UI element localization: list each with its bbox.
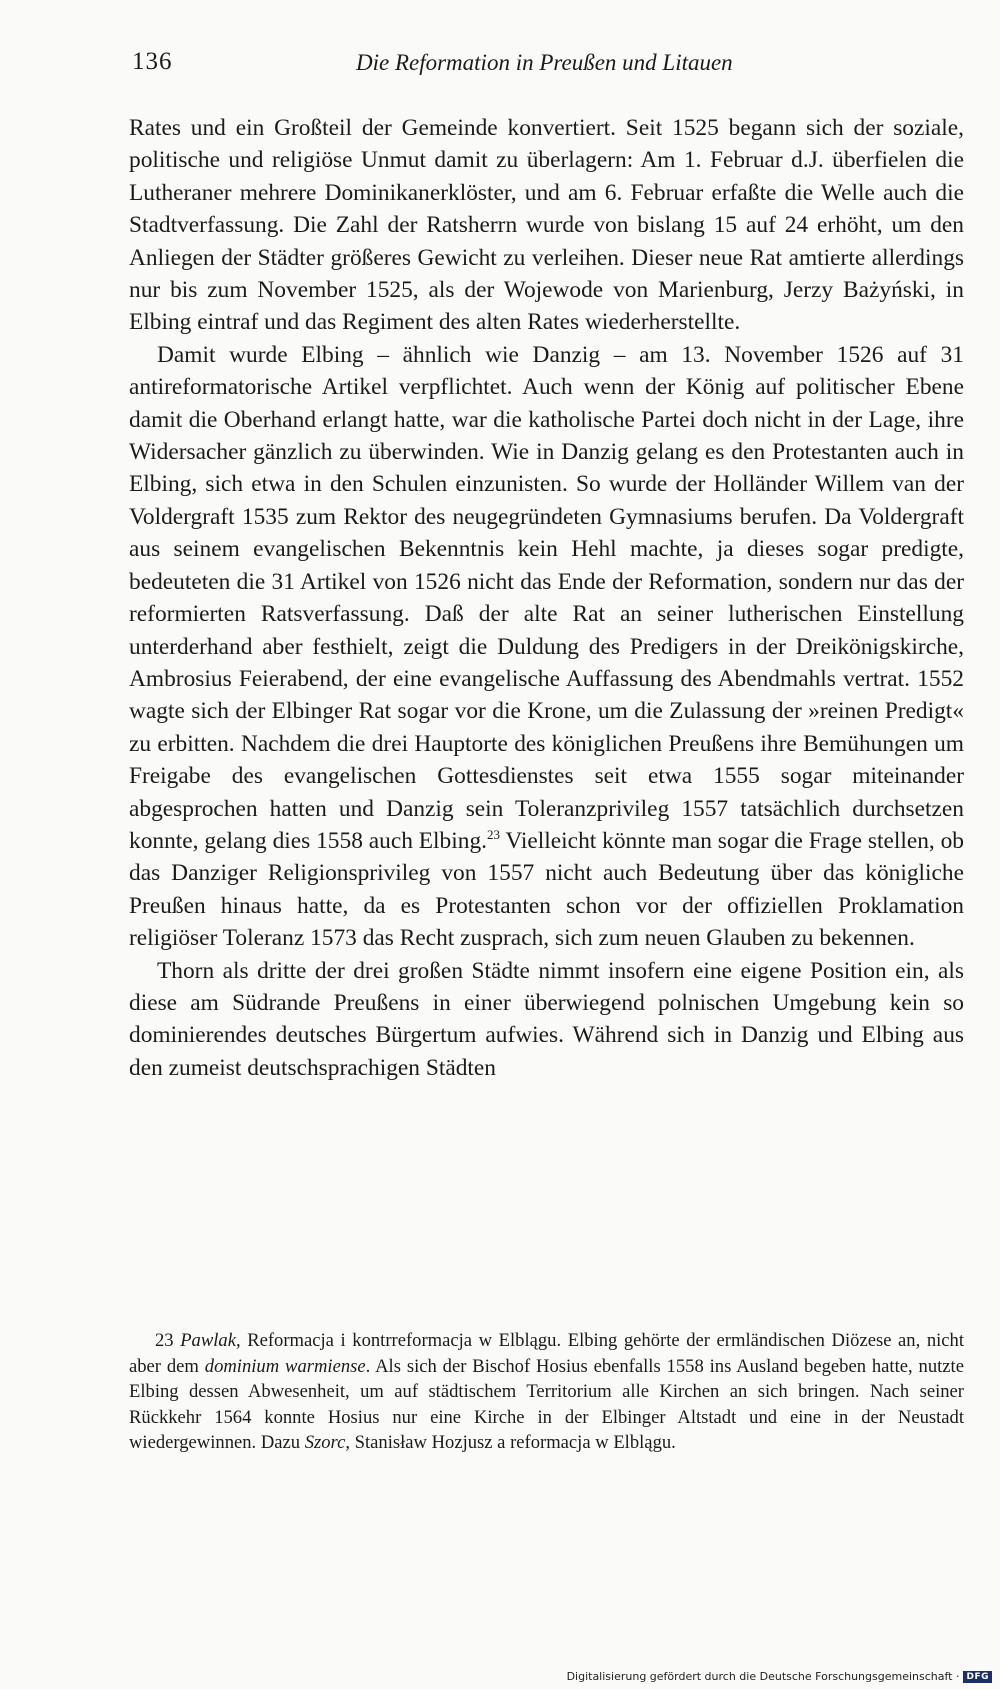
main-text (129, 112, 964, 1084)
paragraph-2 (129, 339, 964, 955)
paragraph-2-part-1: Damit wurde Elbing – ähnlich wie Danzig – am 13. November 1526 auf 31 antireformatorische Artikel verpflichtet. Auch wenn der König auf politischer Ebene damit die Oberhand erlangt hatte, war die katholische Partei doch nicht in der Lage, ihre Widersacher gänzlich zu überwinden. Wie in Danzig gelang es den Protestanten auch in Elbing, sich etwa in den Schulen einzunisten. So wurde der Holländer Willem van der Voldergraft 1535 zum Rektor des neugegründeten Gymnasiums berufen. Da Voldergraft aus seinem evangelischen Bekenntnis kein Hehl machte, ja dieses sogar predigte, bedeuteten die 31 Artikel von 1526 nicht das Ende der Reformation, sondern nur das der reformierten Ratsverfassung. Daß der alte Rat an seiner lutherischen Einstellung unterderhand aber festhielt, zeigt die Duldung des Predigers in der Dreikönigskirche, Ambrosius Feierabend, der eine evangelische Auffassung des Abendmahls vertrat. 1552 wagte sich der Elbinger Rat sogar vor die Krone, um die Zulassung der »reinen Predigt« zu erbitten. Nachdem die drei Hauptorte des königlichen Preußens ihre Bemühungen um Freigabe des evangelischen Gottesdienstes seit etwa 1555 sogar miteinander abgesprochen hatten und Danzig sein Toleranzprivileg 1557 tatsächlich durchsetzen konnte, gelang dies 1558 auch Elbing. (129, 341, 964, 854)
footnote-latin-term: dominium warmiense (204, 1355, 366, 1377)
paragraph-1: Rates und ein Großteil der Gemeinde konvertiert. Seit 1525 begann sich der soziale, politische und religiöse Unmut damit zu überlagern: Am 1. Februar d.J. überfielen die Lutheraner mehrere Dominikanerklöster, und am 6. Februar erfaßte die Welle auch die Stadtverfassung. Die Zahl der Ratsherrn wurde von bislang 15 auf 24 erhöht, um den Anliegen der Städter größeres Gewicht zu verleihen. Dieser neue Rat amtierte allerdings nur bis zum November 1525, als der Wojewode von Marienburg, Jerzy Bażyński, in Elbing eintraf und das Regiment des alten Rates wiederherstellte. (129, 115, 964, 336)
footnote-author-pawlak: Pawlak (180, 1330, 236, 1351)
page-number: 136 (132, 48, 173, 75)
footnote-23 (129, 1328, 964, 1456)
footnote-author-szorc: Szorc (304, 1432, 346, 1454)
running-title: Die Reformation in Preußen und Litauen (356, 50, 733, 75)
footnote-reference-23[interactable]: 23 (487, 827, 500, 843)
credit-text: Digitalisierung gefördert durch die Deutsche Forschungsgemeinschaft · (566, 1670, 960, 1683)
digitization-credit (567, 1670, 992, 1683)
footnotes (129, 1328, 964, 1456)
dfg-logo: DFG (963, 1671, 992, 1683)
footnote-text-3: , Stanisław Hozjusz a reformacja w Elblągu. (345, 1432, 676, 1454)
footnote-number: 23 (155, 1330, 174, 1351)
paragraph-2-part-2: Vielleicht könnte man sogar die Frage stellen, ob das Danziger Religionsprivileg von 1557 nicht auch Bedeutung über das königliche Preußen hinaus hatte, da es Protestanten schon vor der offiziellen Proklamation religiöser Toleranz 1573 das Recht zusprach, sich zum neuen Glauben zu bekennen. (129, 827, 965, 952)
page-header (132, 48, 962, 84)
paragraph-3: Thorn als dritte der drei großen Städte nimmt insofern eine eigene Position ein, als diese am Südrande Preußens in einer überwiegend polnischen Umgebung kein so dominierendes deutsches Bürgertum aufwies. Während sich in Danzig und Elbing aus den zumeist deutschsprachigen Städten (129, 957, 964, 1081)
footnote-text-1: , Reformacja i kontrreformacja w Elblągu. Elbing gehörte der ermländischen Diözese an, nicht aber dem (129, 1330, 964, 1377)
footnote-text-2: . Als sich der Bischof Hosius ebenfalls 1558 ins Ausland begeben hatte, nutzte Elbing dessen Abwesenheit, um auf städtischem Territorium alle Kirchen an sich bringen. Nach seiner Rückkehr 1564 konnte Hosius nur eine Kirche in der Elbinger Altstadt und eine in der Neustadt wiedergewinnen. Dazu (129, 1355, 964, 1454)
